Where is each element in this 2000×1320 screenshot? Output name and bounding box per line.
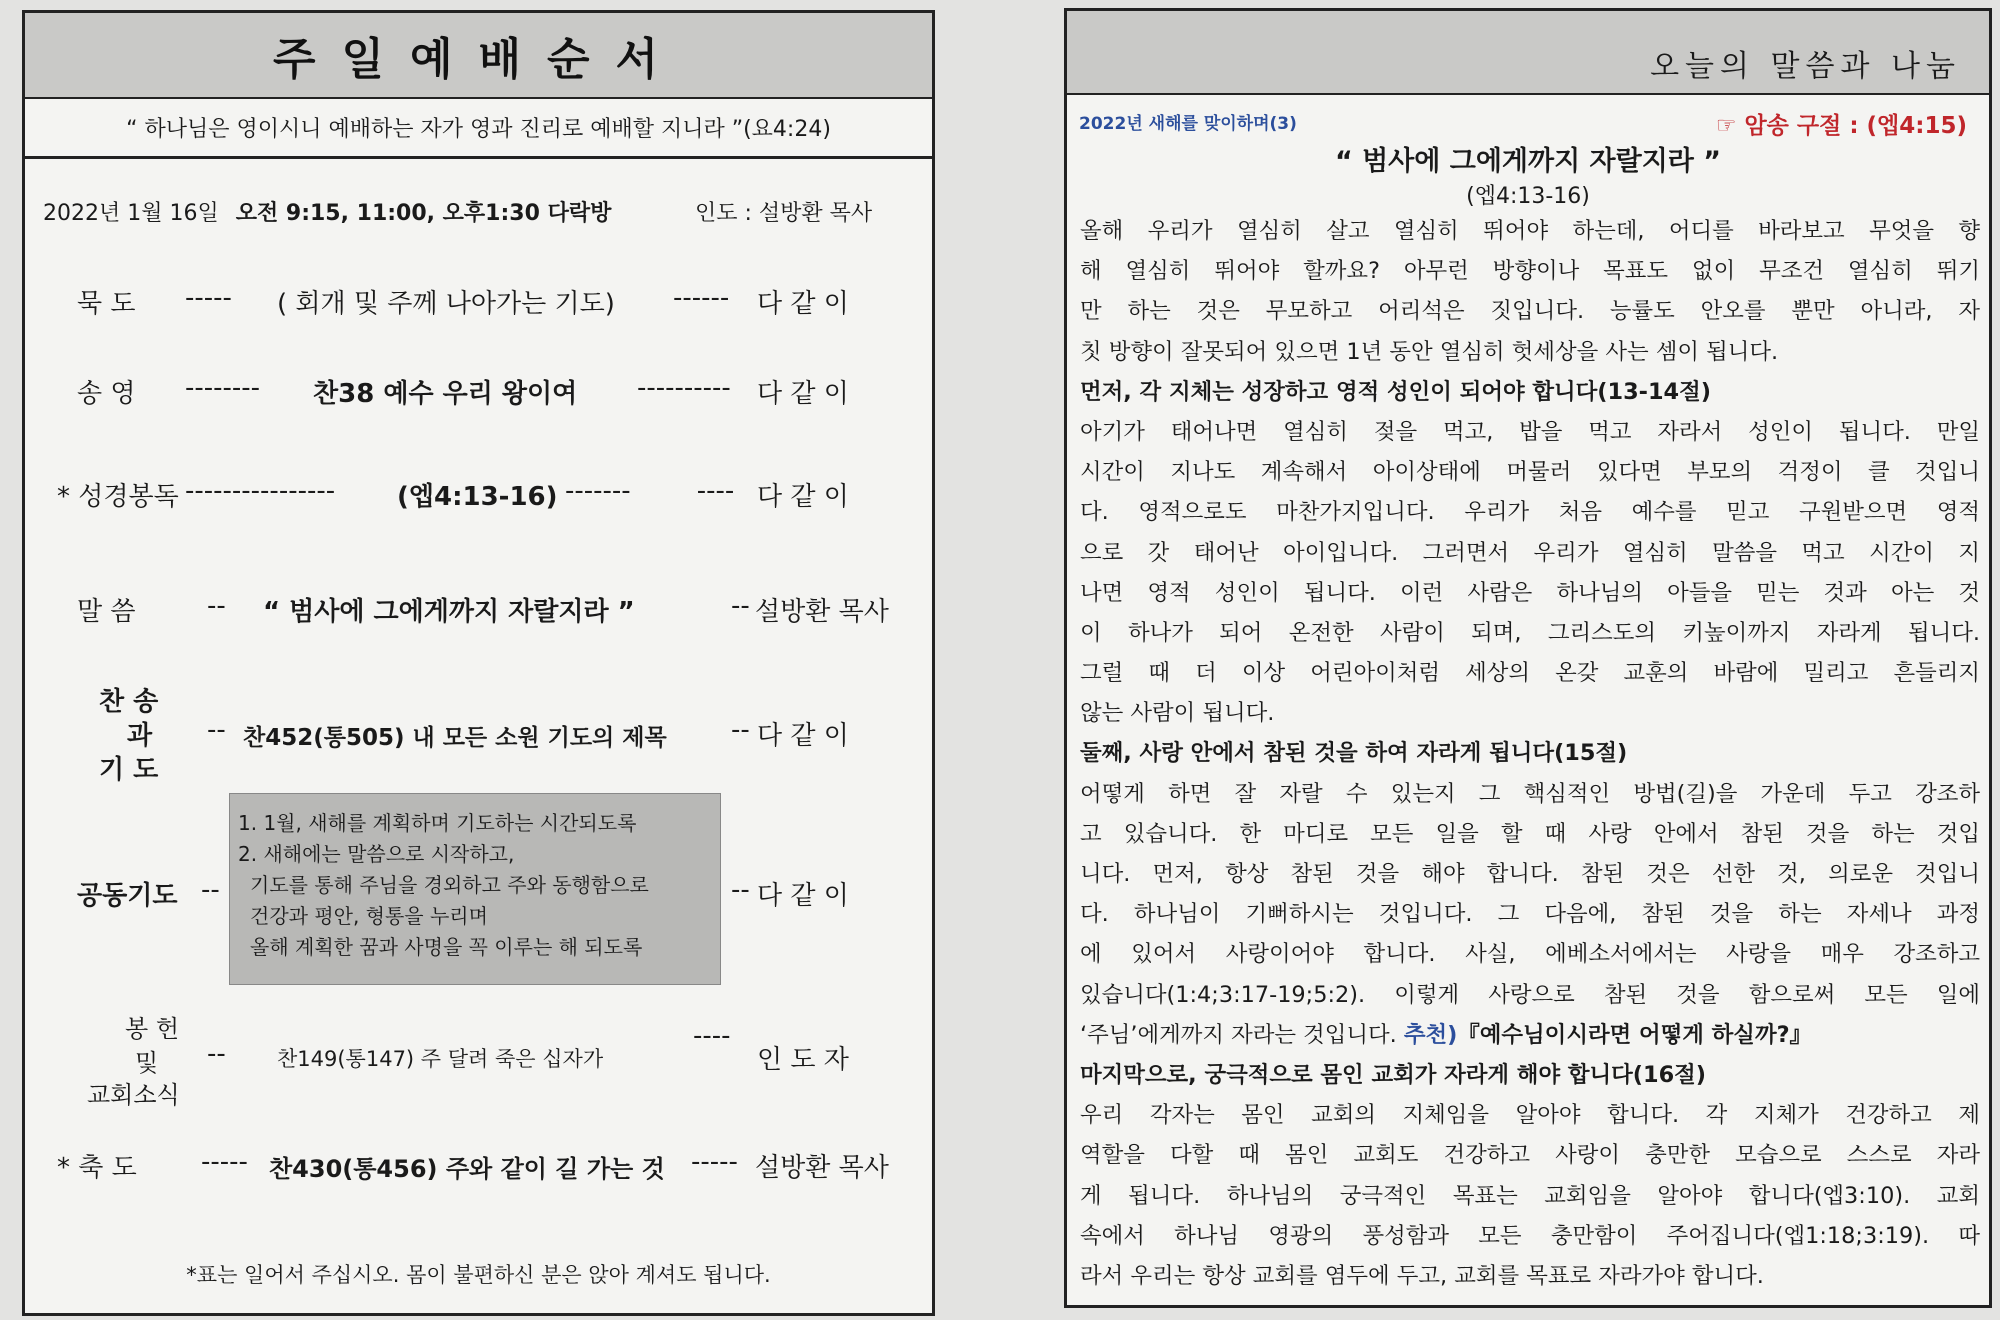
service-leader: 인도 : 설방환 목사	[695, 201, 873, 226]
prayer-note: 건강과 평안, 형통을 누리며	[250, 904, 488, 928]
order-dash: -----	[201, 1147, 248, 1177]
order-content: ( 회개 및 주께 나아가는 기도)	[277, 289, 615, 319]
order-row-hymn-prayer-line	[25, 715, 925, 755]
body-line: 있습니다(1:4;3:17-19;5:2). 이렇게 사랑으로 참된 것을 함으로써 모든 일에	[1080, 981, 1980, 1008]
order-content: 찬38 예수 우리 왕이여	[313, 379, 578, 409]
order-dash: ----	[693, 1021, 731, 1051]
body-line: 시간이 지나도 계속해서 아이상태에 머물러 있다면 부모의 걱정이 클 것입니	[1080, 459, 1980, 486]
order-dash: ------	[673, 283, 730, 313]
order-who: 인 도 자	[757, 1045, 849, 1075]
body-line: 역할을 다할 때 몸인 교회도 건강하고 사랑이 충만한 모습으로 스스로 자라	[1080, 1142, 1980, 1169]
order-dash: --	[731, 591, 750, 621]
body-line: 라서 우리는 항상 교회를 염두에 두고, 교회를 목표로 자라가야 합니다.	[1080, 1262, 1764, 1289]
sermon-notes-page	[1064, 8, 1992, 1308]
order-name-line: 과	[127, 721, 153, 751]
body-line: 해 열심히 뛰어야 할까요? 아무런 방향이나 목표도 없이 무조건 열심히 뛰기	[1080, 258, 1980, 285]
order-who: 다 같 이	[757, 482, 849, 512]
order-row-scripture-reading	[25, 476, 925, 516]
order-who: 다 같 이	[757, 379, 849, 409]
service-date: 2022년 1월 16일	[43, 201, 219, 226]
prayer-note: 1. 1월, 새해를 계획하며 기도하는 시간되도록	[238, 811, 637, 835]
order-name-line: 봉 헌	[125, 1015, 179, 1043]
order-who: 설방환 목사	[755, 1153, 889, 1183]
order-name: 공동기도	[77, 881, 178, 911]
order-dash: --	[207, 1039, 226, 1069]
prayer-note: 올해 계획한 꿈과 사명을 꼭 이루는 해 되도록	[250, 935, 643, 959]
order-name-line: 찬 송	[99, 687, 159, 717]
section-heading: 마지막으로, 궁극적으로 몸인 교회가 자라게 해야 합니다(16절)	[1080, 1061, 1707, 1088]
prayer-note: 2. 새해에는 말씀으로 시작하고,	[238, 842, 515, 866]
sermon-body	[1080, 211, 1980, 1296]
worship-order-title: 주일예배순서	[25, 13, 932, 99]
standing-footnote: *표는 일어서 주십시오. 몸이 불편하신 분은 앉아 계셔도 됩니다.	[186, 1263, 771, 1287]
order-row-benediction	[25, 1147, 925, 1187]
body-line: 다. 하나님이 기뻐하시는 것입니다. 그 다음에, 참된 것을 하는 자세나 과정	[1080, 901, 1980, 928]
prayer-notes-box	[229, 793, 721, 985]
body-line: 우리 각자는 몸인 교회의 지체임을 알아야 합니다. 각 지체가 건강하고 제	[1080, 1102, 1980, 1129]
body-line: 아기가 태어나면 열심히 젖을 먹고, 밥을 먹고 자라서 성인이 됩니다. 만일	[1080, 418, 1980, 445]
order-name-line: 및	[135, 1049, 159, 1077]
body-line: 어떻게 하면 잘 자랄 수 있는지 그 핵심적인 방법(길)을 가운데 두고 강조하	[1080, 780, 1980, 807]
order-content: 찬430(통456) 주와 같이 길 가는 것	[269, 1155, 665, 1183]
order-dash: --	[201, 875, 220, 905]
section-heading: 둘째, 사랑 안에서 참된 것을 하여 자라게 됩니다(15절)	[1080, 740, 1628, 767]
body-line: 다. 영적으로도 마찬가지입니다. 우리가 처음 예수를 믿고 구원받으면 영적	[1080, 499, 1980, 526]
order-content: 찬149(통147) 주 달려 죽은 십자가	[277, 1047, 604, 1071]
memory-verse: ☞ 암송 구절 : (엡4:15)	[1715, 113, 1967, 139]
order-dash: ----------	[637, 373, 731, 403]
body-line: 이 하나가 되어 온전한 사람이 되며, 그리스도의 키높이까지 자라게 됩니다.	[1080, 619, 1980, 646]
order-dash: -----	[185, 283, 232, 313]
recommend-book: 『예수님이시라면 어떻게 하실까?』	[1457, 1021, 1812, 1048]
scripture-quote: “ 하나님은 영이시니 예배하는 자가 영과 진리로 예배할 지니라 ”(요4:24)	[25, 99, 932, 159]
order-who: 다 같 이	[757, 721, 849, 751]
body-line: 올해 우리가 열심히 살고 열심히 뛰어야 하는데, 어디를 바라보고 무엇을 향	[1080, 218, 1980, 244]
order-dash: -----	[691, 1147, 738, 1177]
order-dash: ----------------	[185, 476, 336, 506]
order-row-silent-prayer	[25, 283, 925, 323]
order-content: (엡4:13-16)	[397, 482, 558, 512]
sermon-page-header: 오늘의 말씀과 나눔	[1067, 11, 1989, 95]
body-line: 고 있습니다. 한 마디로 모든 일을 할 때 사랑 안에서 참된 것을 하는 것입	[1080, 820, 1980, 847]
order-row-doxology	[25, 373, 925, 413]
order-who: 다 같 이	[757, 881, 849, 911]
body-line-recommend	[1080, 1015, 1980, 1055]
body-line: 그럴 때 더 이상 어린아이처럼 세상의 온갖 교훈의 바람에 밀리고 흔들리지	[1080, 660, 1980, 687]
service-times: 오전 9:15, 11:00, 오후1:30 다락방	[235, 201, 612, 226]
order-name: * 축 도	[57, 1153, 137, 1183]
section-heading: 먼저, 각 지체는 성장하고 영적 성인이 되어야 합니다(13-14절)	[1080, 378, 1711, 405]
body-line: 에 있어서 사랑이어야 합니다. 사실, 에베소서에서는 사랑을 매우 강조하고	[1080, 941, 1980, 968]
worship-order-page	[22, 10, 935, 1316]
body-line: 만 하는 것은 무모하고 어리석은 짓입니다. 능률도 안오를 뿐만 아니라, 자	[1080, 298, 1980, 325]
order-name: 말 씀	[77, 597, 136, 627]
body-line: 으로 갓 태어난 아이입니다. 그러면서 우리가 열심히 말씀을 먹고 시간이 지	[1080, 539, 1980, 566]
prayer-note: 기도를 통해 주님을 경외하고 주와 동행함으로	[250, 873, 649, 897]
body-line: ‘주님’에게까지 자라는 것입니다.	[1080, 1021, 1397, 1048]
order-content: 찬452(통505) 내 모든 소원 기도의 제목	[243, 725, 667, 751]
body-line: 나면 영적 성인이 됩니다. 이런 사람은 하나님의 아들을 믿는 것과 아는 것	[1080, 579, 1980, 606]
sermon-title: “ 범사에 그에게까지 자랄지라 ”	[1334, 146, 1722, 177]
order-dash: --------	[185, 373, 261, 403]
recommend-label: 추천)	[1403, 1021, 1458, 1048]
order-who: 다 같 이	[757, 289, 849, 319]
order-dash: --	[731, 715, 750, 745]
body-line: 않는 사람이 됩니다.	[1080, 700, 1275, 727]
order-name-line: 교회소식	[87, 1081, 180, 1109]
order-name: * 성경봉독	[57, 482, 179, 512]
service-info	[43, 196, 923, 227]
body-line: 게 됩니다. 하나님의 궁극적인 목표는 교회임을 알아야 합니다(엡3:10). 교회	[1080, 1182, 1980, 1209]
order-dash: ------- ----	[565, 476, 735, 506]
order-who: 설방환 목사	[755, 597, 889, 627]
order-name-line: 기 도	[99, 755, 159, 785]
order-dash: --	[207, 715, 226, 745]
order-dash: --	[731, 875, 750, 905]
series-label: 2022년 새해를 맞이하며(3)	[1079, 114, 1297, 134]
sermon-scripture: (엡4:13-16)	[1466, 184, 1590, 209]
body-line: 니다. 먼저, 항상 참된 것을 해야 합니다. 참된 것은 선한 것, 의로운 것입니	[1080, 861, 1980, 887]
body-line: 칫 방향이 잘못되어 있으면 1년 동안 열심히 헛세상을 사는 셈이 됩니다.	[1080, 338, 1779, 365]
order-name: 송 영	[77, 379, 136, 409]
order-row-sermon	[25, 591, 925, 631]
order-content: “ 범사에 그에게까지 자랄지라 ”	[263, 597, 635, 627]
order-dash: --	[207, 591, 226, 621]
order-name: 묵 도	[77, 289, 136, 319]
body-line: 속에서 하나님 영광의 풍성함과 모든 충만함이 주어집니다(엡1:18;3:19). 따	[1080, 1222, 1980, 1249]
